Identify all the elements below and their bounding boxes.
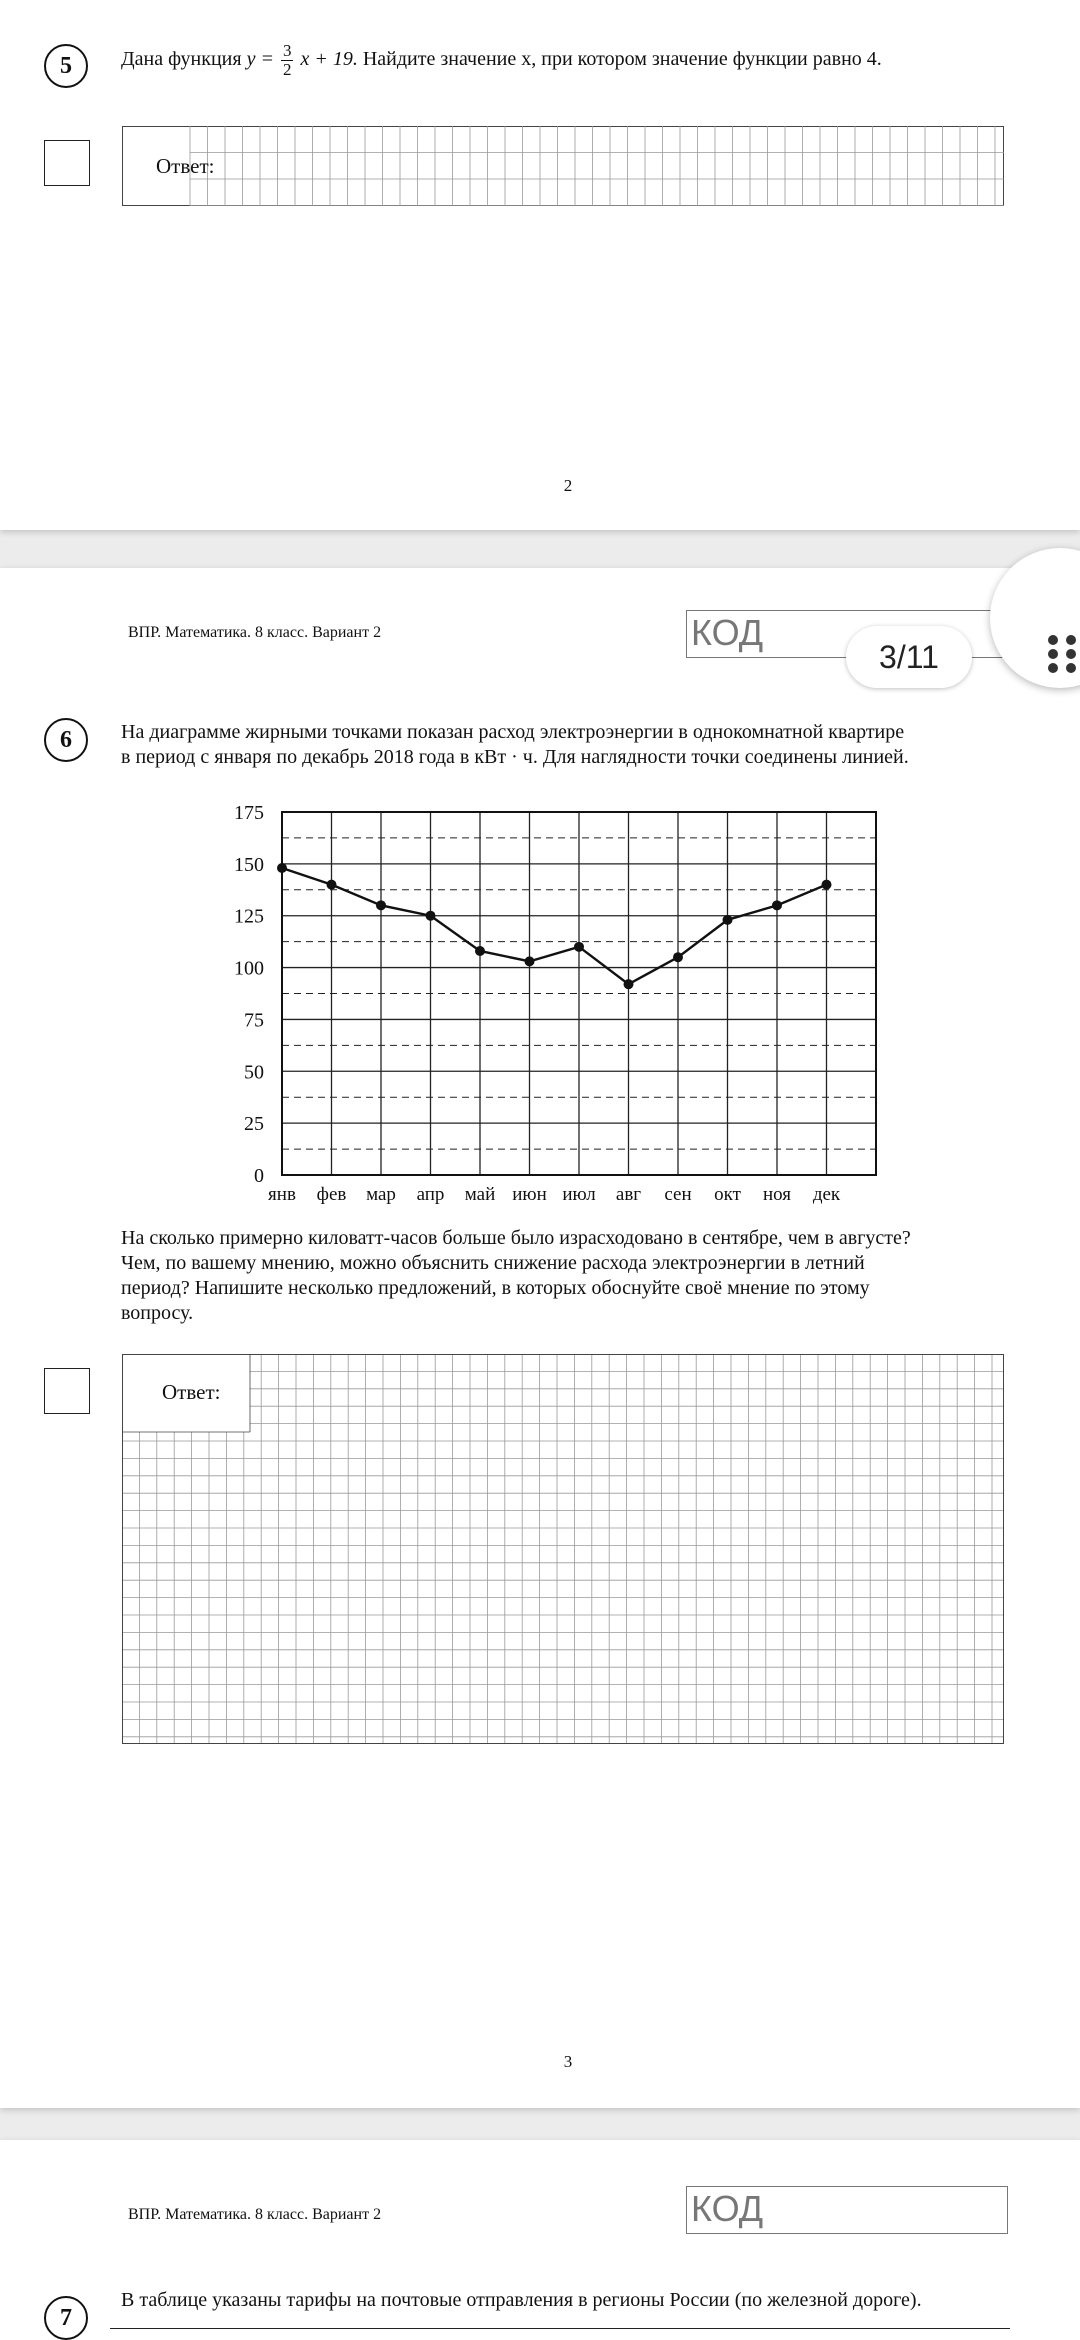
x-tick-label: авг — [615, 1184, 642, 1205]
task-7-text: В таблице указаны тарифы на почтовые отправления в регионы России (по железной дороге). — [121, 2289, 922, 2311]
score-box-task-5 — [44, 140, 90, 186]
fraction-denominator: 2 — [282, 60, 292, 79]
page-number-3: 3 — [563, 2052, 573, 2071]
x-tick-label: фев — [316, 1184, 347, 1205]
task-6-line-2: в период с января по декабрь 2018 года в кВт · ч. Для наглядности точки соединены линией. — [121, 746, 909, 768]
task-6-number: 6 — [44, 718, 88, 762]
task-5-number: 5 — [44, 44, 88, 88]
data-point-янв — [277, 863, 287, 873]
answer-label-task-5: Ответ: — [156, 154, 215, 178]
x-tick-label: дек — [812, 1184, 841, 1205]
x-tick-label: янв — [268, 1184, 296, 1205]
page-header: ВПР. Математика. 8 класс. Вариант 2 — [128, 624, 382, 641]
answer-grid-task-6[interactable] — [122, 1354, 1004, 1744]
document-page-3 — [0, 568, 1080, 2108]
y-tick-label: 125 — [234, 905, 264, 928]
task-6-question-line-2: Чем, по вашему мнению, можно объяснить снижение расхода электроэнергии в летний — [121, 1252, 865, 1274]
data-point-июл — [574, 942, 584, 952]
page-indicator[interactable]: 3/11 — [846, 626, 972, 688]
y-tick-label: 75 — [244, 1009, 264, 1032]
y-tick-label: 0 — [254, 1165, 264, 1187]
task-6-question-line-4: вопросу. — [121, 1302, 194, 1324]
x-tick-label: май — [464, 1184, 496, 1205]
task-5-formula-y: y = — [246, 48, 274, 71]
y-tick-label: 25 — [244, 1113, 264, 1136]
x-tick-label: июл — [562, 1184, 596, 1205]
fraction-numerator: 3 — [282, 41, 292, 60]
y-tick-label: 50 — [244, 1061, 264, 1084]
kod-field[interactable]: КОД — [686, 2186, 1008, 2234]
data-point-фев — [327, 880, 337, 890]
x-tick-label: сен — [664, 1184, 692, 1205]
task-6-text — [121, 720, 1003, 770]
task-7-number: 7 — [44, 2296, 88, 2340]
y-tick-label: 100 — [234, 957, 264, 980]
score-box-task-6 — [44, 1368, 90, 1414]
data-point-дек — [822, 880, 832, 890]
task-6-line-1: На диаграмме жирными точками показан расход электроэнергии в однокомнатной квартире — [121, 721, 905, 743]
y-tick-label: 150 — [234, 853, 264, 876]
answer-label-task-6: Ответ: — [162, 1380, 221, 1404]
answer-grid-task-5[interactable] — [122, 126, 1004, 206]
kod-field[interactable]: КОД — [686, 610, 1008, 658]
x-tick-label: окт — [714, 1184, 741, 1205]
task-6-question-line-1: На сколько примерно киловатт-часов больше было израсходовано в сентябре, чем в августе? — [121, 1227, 911, 1249]
data-point-сен — [673, 952, 683, 962]
consumption-line — [282, 868, 827, 984]
task-5-text-after: Найдите значение x, при котором значение функции равно 4. — [362, 48, 882, 71]
task-6-question-line-3: период? Напишите несколько предложений, в которых обоснуйте своё мнение по этому — [121, 1277, 870, 1299]
x-tick-label: апр — [416, 1184, 445, 1205]
task-6-question — [121, 1226, 1003, 1326]
x-tick-label: мар — [366, 1184, 396, 1205]
page-number-2: 2 — [563, 476, 573, 495]
dots-grid-icon[interactable] — [1046, 634, 1078, 674]
task-5-text — [121, 42, 882, 79]
data-point-мар — [376, 900, 386, 910]
electricity-chart — [200, 790, 920, 1224]
data-point-май — [475, 946, 485, 956]
task-5-fraction — [281, 42, 294, 79]
data-point-июн — [525, 956, 535, 966]
data-point-авг — [624, 979, 634, 989]
data-point-ноя — [772, 900, 782, 910]
task-5-formula-rest: x + 19. — [300, 48, 358, 71]
task-5-text-before: Дана функция — [121, 48, 242, 71]
page-header: ВПР. Математика. 8 класс. Вариант 2 — [128, 2206, 382, 2223]
table-top-edge — [110, 2328, 1010, 2340]
x-tick-label: июн — [512, 1184, 547, 1205]
document-page-4 — [0, 2140, 1080, 2340]
data-point-апр — [426, 911, 436, 921]
document-page-2 — [0, 0, 1080, 530]
data-point-окт — [723, 915, 733, 925]
x-tick-label: ноя — [762, 1184, 792, 1205]
y-tick-label: 175 — [234, 802, 264, 824]
